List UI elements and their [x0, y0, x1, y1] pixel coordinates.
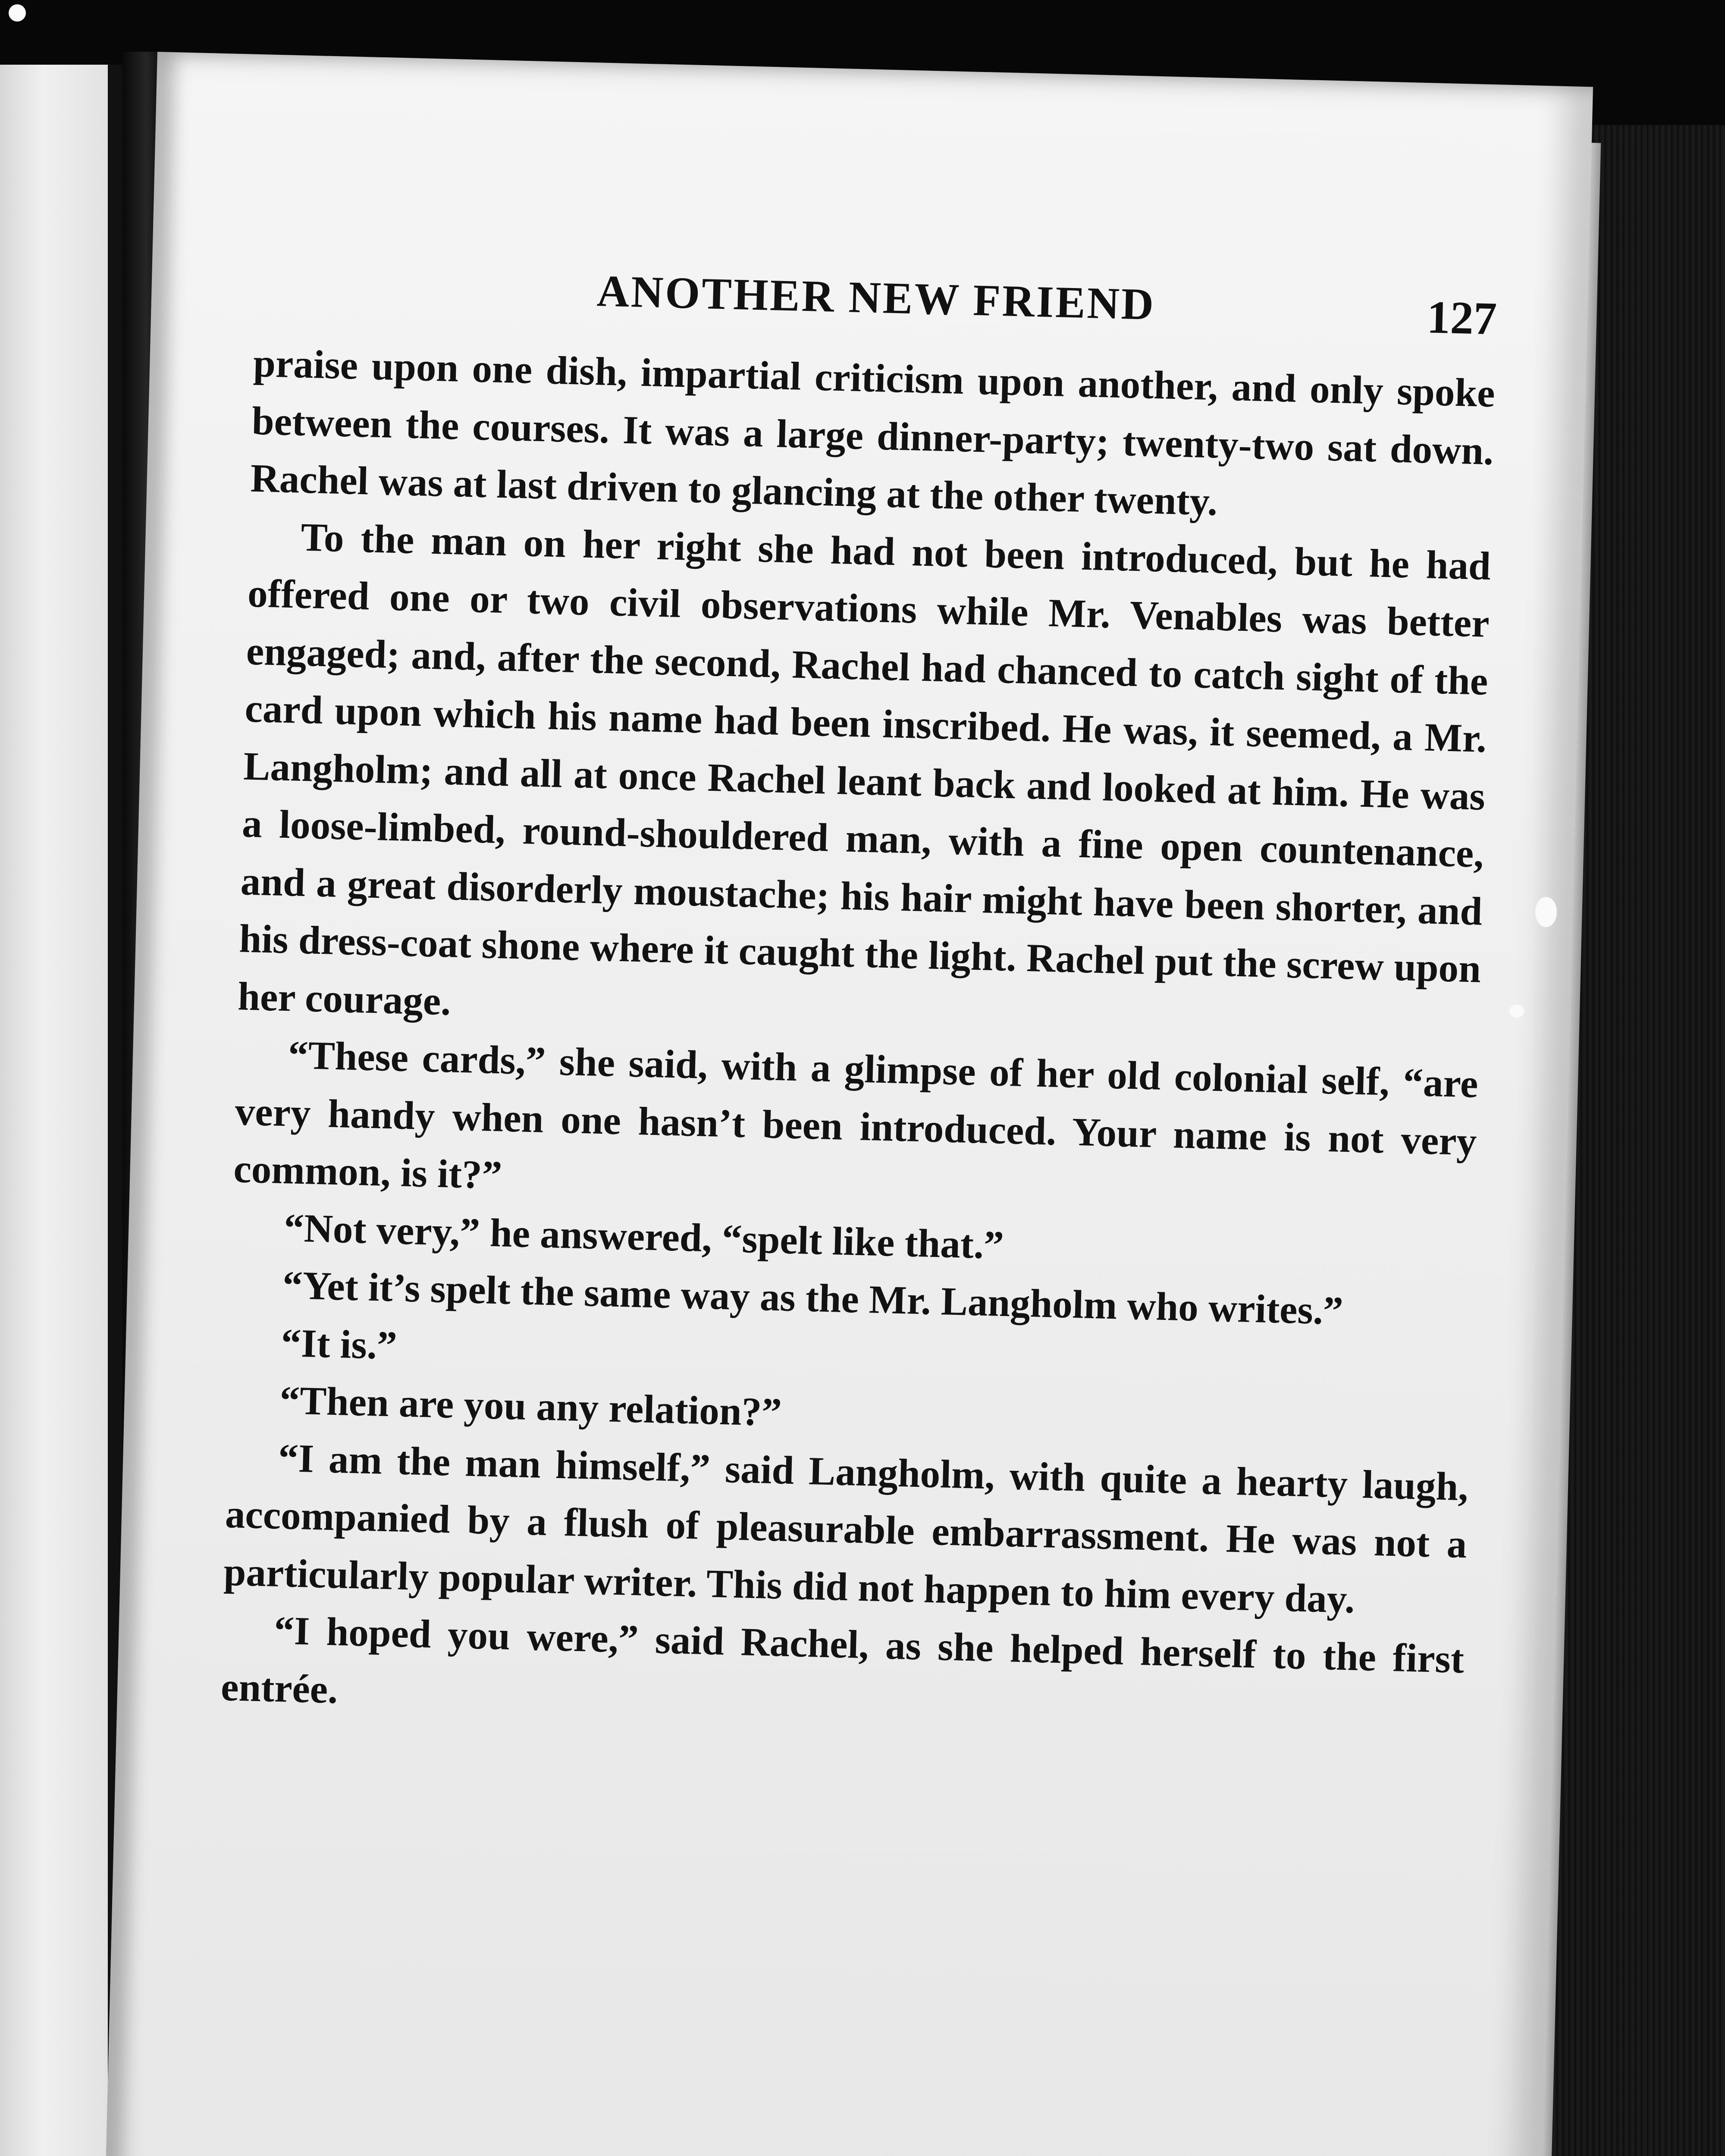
body-text: [220, 335, 1496, 1746]
paragraph: “Yet it’s spelt the same way as the Mr. Langholm who writes.”: [282, 1263, 1344, 1334]
book-page: [102, 52, 1593, 2156]
paragraph: “Then are you any relation?”: [279, 1378, 782, 1435]
page-number: 127: [1426, 291, 1498, 345]
paragraph: “I hoped you were,” said Rachel, as she helped herself to the first entrée.: [220, 1608, 1465, 1712]
paragraph: “Not very,” he answered, “spelt like that.”: [283, 1205, 1004, 1268]
running-title: ANOTHER NEW FRIEND: [596, 266, 1156, 329]
paragraph: praise upon one dish, impartial criticism upon another, and only spoke between the courses. It was a large dinner-party; twenty-two sat down. Rachel was at last driven to glancing at the other twenty.: [250, 341, 1496, 524]
paragraph: “These cards,” she said, with a glimpse of her old colonial self, “are very handy when one hasn’t been introduced. Your name is not very common, is it?”: [233, 1033, 1479, 1198]
dust-speck: [9, 4, 26, 22]
paragraph: To the man on her right she had not been introduced, but he had offered one or two civil observations while Mr. Venables was better engaged; and, after the second, Rachel had chanced to catch sight of the card upon which his name had been inscribed. He was, it seemed, a Mr. Langholm; and all at once Rachel leant back and looked at him. He was a loose-limbed, round-shouldered man, with a fine open countenance, and a great disorderly moustache; his hair might have been shorter, and his dress-coat shone where it caught the light. Rachel put the screw upon her courage.: [237, 515, 1492, 1024]
paragraph: “It is.”: [280, 1320, 398, 1368]
paragraph: “I am the man himself,” said Langholm, with quite a hearty laugh, accompanied by a flush of pleasurable embarrassment. He was not a particularly popular writer. This did not happen to him every day.: [223, 1435, 1469, 1622]
dust-speck: [1509, 1005, 1524, 1018]
facing-page-edge: [0, 65, 122, 2156]
dust-speck: [1535, 897, 1557, 927]
